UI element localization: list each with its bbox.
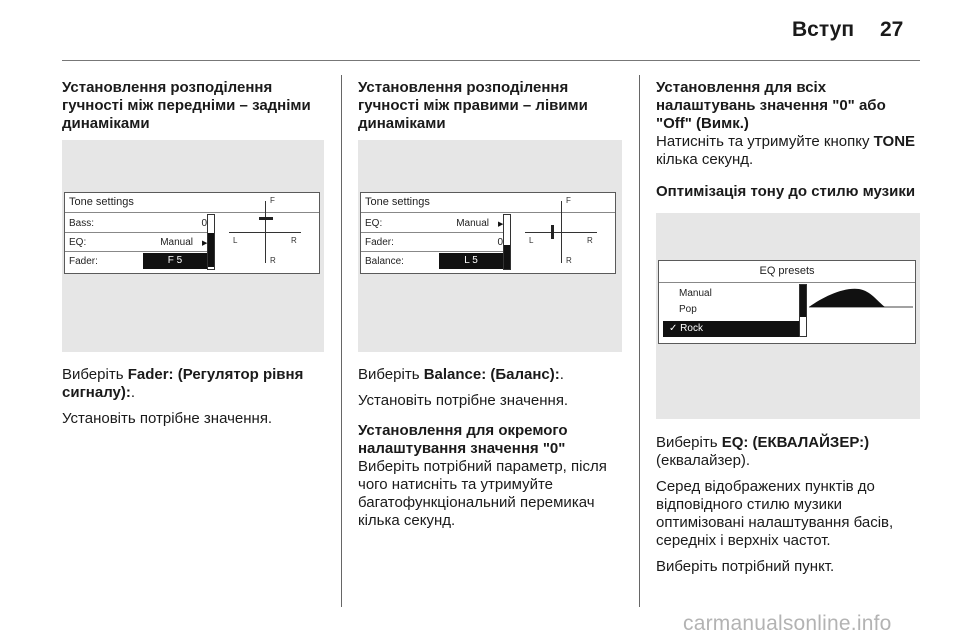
row-label: EQ: xyxy=(365,218,383,229)
row-value-selected: L 5 xyxy=(439,253,503,269)
eq-illustration xyxy=(656,213,920,419)
column-3: Установлення для всіх налаштувань значення "0" або "Off" (Вимк.) Натисніть та утримуйте кнопку TONE кілька секунд. Оптимізація тону до стилю музики xyxy=(656,79,922,201)
row-label: Bass: xyxy=(69,218,95,229)
row-label: Fader: xyxy=(69,256,98,267)
balance-axis-horizontal xyxy=(525,232,597,233)
scrollbar xyxy=(207,214,215,270)
balance-marker xyxy=(551,225,554,239)
section-title: Вступ xyxy=(792,18,855,41)
eq-curve-graphic xyxy=(809,283,913,339)
submenu-arrow-icon: ▶ xyxy=(202,240,208,247)
eq-heading: Оптимізація тону до стилю музики xyxy=(656,183,916,200)
balance-heading: Установлення розподілення гучності між правими – лівими динаміками xyxy=(358,79,588,132)
submenu-arrow-icon: ▶ xyxy=(498,221,504,228)
row-value: 0 xyxy=(201,218,207,229)
row-value: Manual xyxy=(160,237,193,248)
watermark: carmanualsonline.info xyxy=(683,612,892,635)
eq-instructions: Виберіть EQ: (ЕКВАЛАЙЗЕР:) (еквалайзер). Серед відображених пунктів до відповідного стилю музики оптимізовані налаштування басів, середніх і верхніх частот. Виберіть потрібний пункт. xyxy=(656,434,894,575)
row-value: 0 xyxy=(497,237,503,248)
fader-menu-item: Fader: (Регулятор рівня сигналу): xyxy=(62,366,304,401)
eq-preset-item: Manual xyxy=(679,288,712,299)
reset-single-heading: Установлення для окремого налаштування значення "0" xyxy=(358,422,568,457)
row-value-selected: F 5 xyxy=(143,253,207,269)
fader-heading: Установлення розподілення гучності між передніми – задніми динаміками xyxy=(62,79,311,132)
eq-preset-item: Pop xyxy=(679,304,697,315)
row-value: Manual xyxy=(456,218,489,229)
tone-settings-screen: Tone settings EQ: Manual ▶ Fader: 0 Balance: L 5 F R L R xyxy=(360,192,616,274)
scrollbar xyxy=(799,284,807,337)
tone-button-label: TONE xyxy=(873,133,916,150)
page-number: 27 xyxy=(880,18,904,41)
eq-preset-selected: ✓ Rock xyxy=(663,321,799,337)
screen-title: Tone settings xyxy=(69,196,134,208)
column-divider-1 xyxy=(341,75,342,607)
row-label: EQ: xyxy=(69,237,87,248)
fader-instructions: Виберіть Fader: (Регулятор рівня сигналу):. Установіть потрібне значення. xyxy=(62,366,304,427)
screen-title: EQ presets xyxy=(759,265,815,277)
tone-settings-screen: Tone settings Bass: 0 EQ: Manual ▶ Fader: F 5 F R L R xyxy=(64,192,320,274)
row-label: Balance: xyxy=(365,256,404,267)
column-1 xyxy=(62,79,330,133)
row-label: Fader: xyxy=(365,237,394,248)
eq-presets-screen xyxy=(658,260,916,344)
fader-marker xyxy=(259,217,273,220)
reset-all-heading: Установлення для всіх налаштувань значення "0" або "Off" (Вимк.) xyxy=(656,79,886,132)
screen-title: Tone settings xyxy=(365,196,430,208)
eq-menu-item: EQ: (ЕКВАЛАЙЗЕР:) xyxy=(721,434,870,451)
balance-menu-item: Balance: (Баланс): xyxy=(423,366,560,383)
fader-illustration xyxy=(62,140,324,352)
balance-illustration xyxy=(358,140,622,352)
balance-instructions: Виберіть Balance: (Баланс):. Установіть потрібне значення. Установлення для окремого налаштування значення "0" Виберіть потрібний параметр, після чого натисніть та утримуйте багатофункціональний перемикач кілька секунд. xyxy=(358,366,630,530)
column-2 xyxy=(358,79,628,133)
column-divider-2 xyxy=(639,75,640,607)
scrollbar xyxy=(503,214,511,270)
header-divider xyxy=(62,60,920,61)
fader-axis-horizontal xyxy=(229,232,301,233)
